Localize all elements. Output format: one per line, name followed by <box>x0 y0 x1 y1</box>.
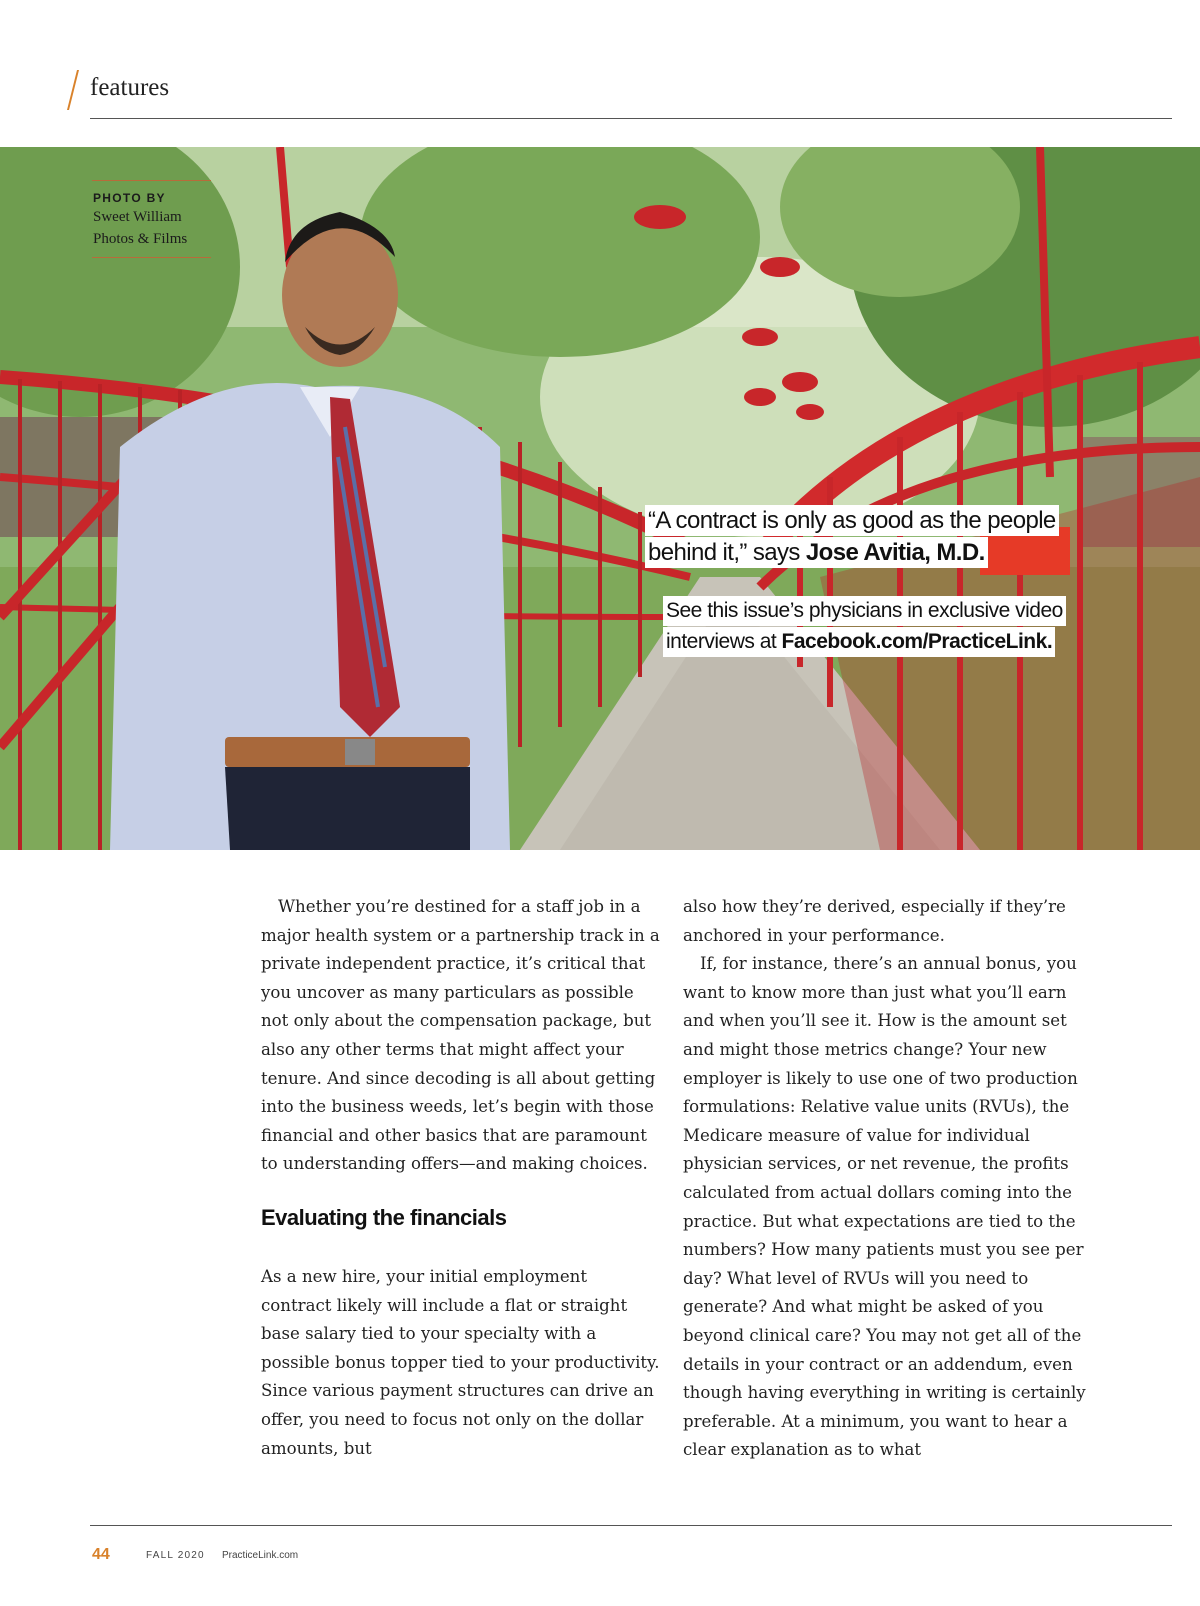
video-callout <box>663 596 1066 658</box>
issue-label: FALL 2020 <box>146 1550 205 1561</box>
video-callout-line2 <box>663 627 1055 657</box>
pull-quote <box>645 505 1059 569</box>
photo-credit <box>92 180 211 258</box>
footer-rule <box>90 1525 1172 1526</box>
pull-quote-line2-text: behind it,” says <box>648 539 806 566</box>
site-url[interactable]: PracticeLink.com <box>222 1550 299 1561</box>
video-callout-line1: See this issue’s physicians in exclusive video <box>663 596 1066 626</box>
photo-credit-name-line2: Photos & Films <box>93 231 188 247</box>
section-slash-mark <box>67 70 79 110</box>
photo-credit-name-line1: Sweet William <box>93 209 182 225</box>
article-column-right <box>683 893 1088 1465</box>
pull-quote-line1: “A contract is only as good as the people <box>645 505 1059 536</box>
photo-credit-label: PHOTO BY <box>93 191 166 205</box>
article-column-left <box>261 893 661 1463</box>
article-subhead: Evaluating the financials <box>261 1204 507 1230</box>
article-paragraph: Whether you’re destined for a staff job in a major health system or a partnership track in a private independent practice, it’s critical that you uncover as many particulars as possible not only about the compensation package, but also any other terms that might affect your tenure. And since decoding is all about getting into the business weeds, let’s begin with those financial and other basics that are paramount to understanding offers—and making choices. <box>261 897 660 1174</box>
article-paragraph: also how they’re derived, especially if they’re anchored in your performance. <box>683 897 1066 945</box>
section-label: features <box>90 74 170 101</box>
video-callout-line2-text: interviews at <box>666 630 782 653</box>
article-paragraph: If, for instance, there’s an annual bonus, you want to know more than just what you’ll earn and when you’ll see it. How is the amount set and might those metrics change? Your new employer is likely to use one of two production formulations: Relative value units (RVUs), the Medicare measure of value for individual physician services, or net revenue, the profits calculated from actual dollars coming into the practice. But what expectations are tied to the numbers? How many patients must you see per day? What level of RVUs will you need to generate? And what might be asked of you beyond clinical care? You may not get all of the details in your contract or an addendum, even though having everything in writing is certainly preferable. At a minimum, you want to hear a clear explanation as to what <box>683 954 1086 1460</box>
article-paragraph: As a new hire, your initial employment contract likely will include a flat or straight base salary tied to your specialty with a possible bonus topper tied to your productivity. Since various payment structures can drive an offer, you need to focus not only on the dollar amounts, but <box>261 1266 660 1458</box>
header-rule <box>90 118 1172 119</box>
page-number: 44 <box>92 1546 110 1563</box>
facebook-link[interactable]: Facebook.com/PracticeLink. <box>781 630 1053 653</box>
pull-quote-line2 <box>645 537 988 568</box>
pull-quote-attribution: Jose Avitia, M.D. <box>805 539 985 566</box>
